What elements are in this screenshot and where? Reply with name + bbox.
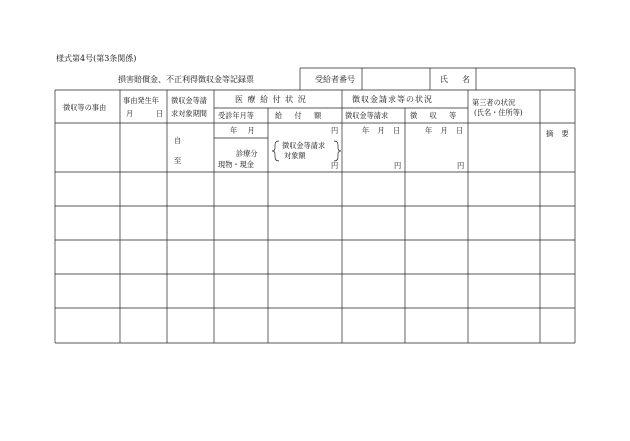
benefit-yen: 円	[331, 126, 339, 135]
period-from-label: 自	[174, 136, 182, 145]
claim-target-yen: 円	[331, 161, 339, 170]
header-remarks: 摘 要	[546, 129, 572, 138]
header-collection: 徴 収 等	[410, 111, 462, 120]
consult-year-month: 年 月	[230, 126, 259, 135]
brace-left	[272, 141, 279, 161]
header-benefit-amount: 給 付 額	[275, 111, 327, 120]
header-claim-amount: 徴収金等請求	[345, 111, 389, 120]
header-occurrence-2: 月	[126, 109, 134, 118]
header-consult-month: 受診年月等	[218, 111, 254, 120]
header-period-1: 徴収金等請	[171, 96, 207, 105]
claim-target-line-1: 徴収金等請求	[282, 141, 326, 150]
header-medical-group: 医 療 給 付 状 況	[235, 95, 307, 104]
header-reason: 徴収等の事由	[63, 103, 107, 112]
diagnosis-line-2: 現物・現金	[218, 160, 254, 169]
brace-right	[334, 141, 341, 161]
claim-target-line-2: 対象額	[284, 151, 306, 160]
form-number: 様式第4号(第3条関係)	[56, 54, 137, 63]
header-third-party-1: 第三者の状況	[472, 98, 516, 107]
diagnosis-line-1: 診療分	[236, 149, 258, 158]
claim-yen: 円	[394, 161, 402, 170]
form-title: 損害賠償金、不正利得徴収金等記録票	[118, 75, 254, 84]
claim-date: 年 月 日	[362, 126, 404, 135]
collect-yen: 円	[457, 161, 465, 170]
name-label: 氏	[440, 75, 448, 84]
period-to-label: 至	[174, 156, 182, 165]
recipient-number-label: 受給者番号	[315, 75, 355, 84]
header-claim-group: 徴収金請求等の状況	[352, 95, 433, 104]
header-occurrence-1: 事由発生年	[123, 96, 159, 105]
header-occurrence-3: 日	[156, 109, 164, 118]
name-label-2: 名	[462, 75, 470, 84]
collect-date: 年 月 日	[425, 126, 467, 135]
header-period-2: 求対象期間	[171, 109, 207, 118]
header-third-party-2: (氏名・住所等)	[474, 108, 523, 117]
